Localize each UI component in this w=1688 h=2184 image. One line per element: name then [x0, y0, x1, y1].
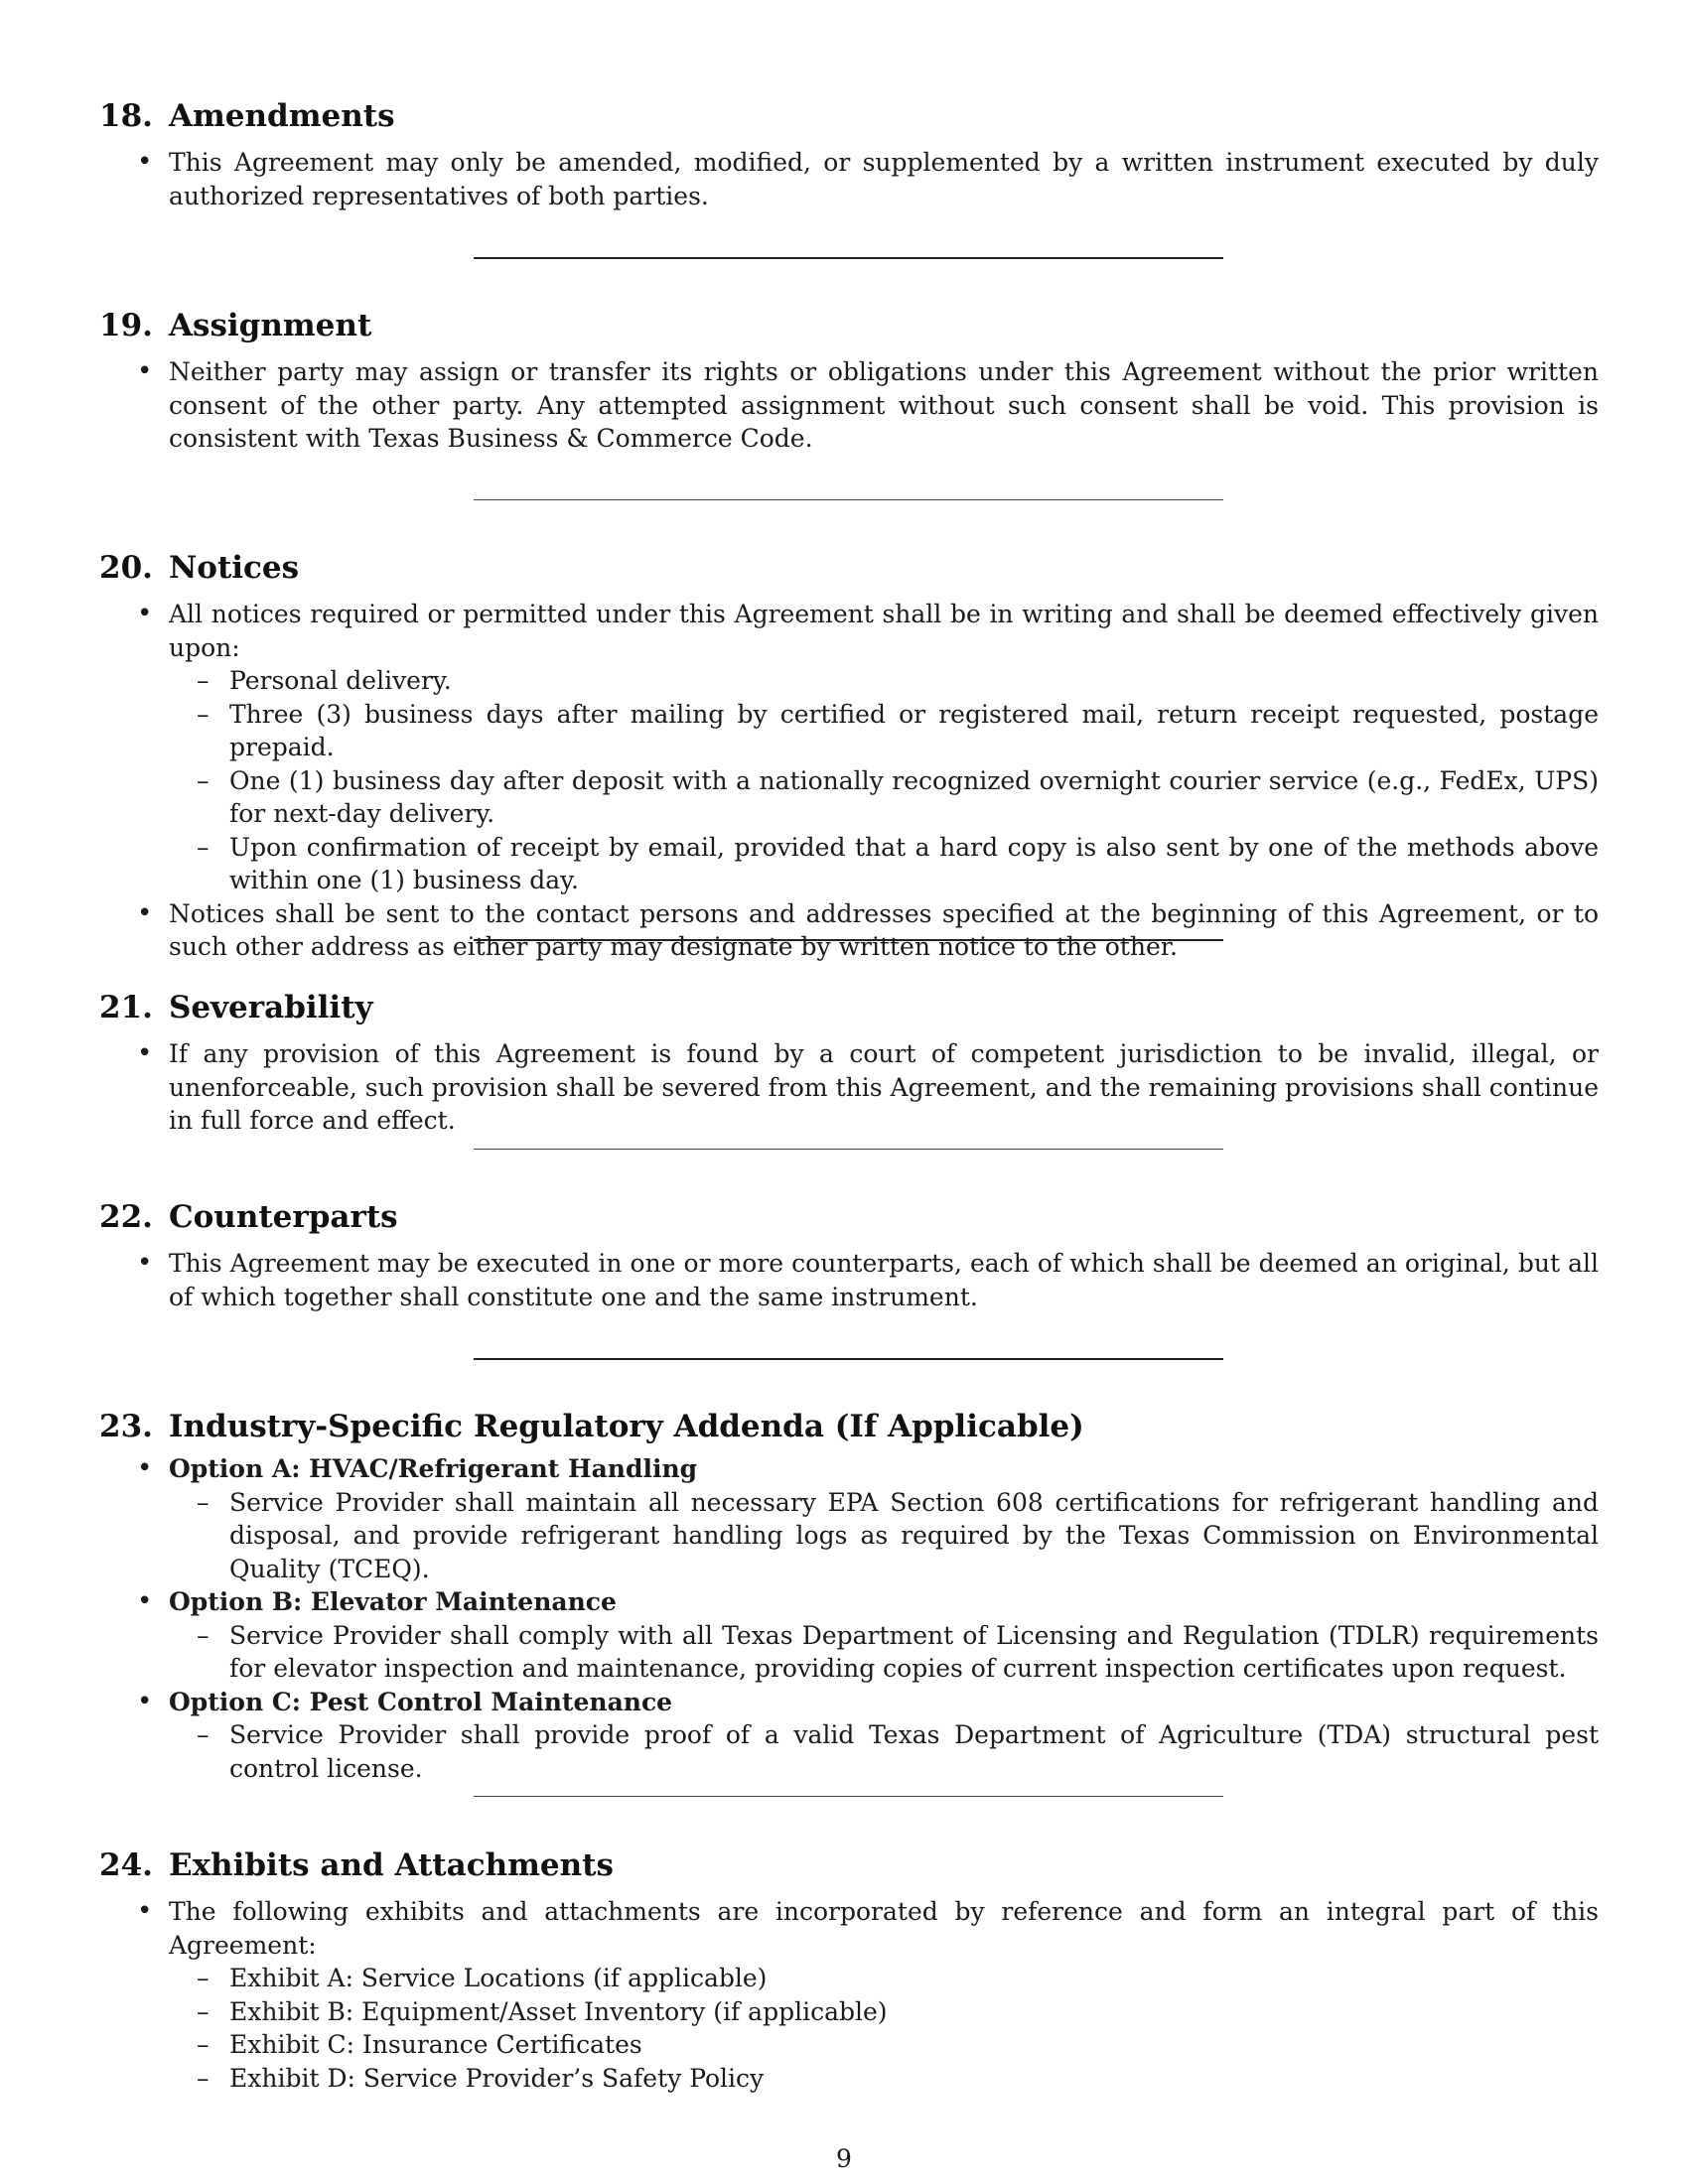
sub-list — [169, 1718, 1599, 1785]
option-title: Option A: HVAC/Refrigerant Handling — [169, 1454, 698, 1483]
section-number: 24. — [99, 1847, 153, 1883]
sub-item: – Three (3) business days after mailing by certified or registered mail, return receipt requested, postage prepaid. — [169, 698, 1599, 764]
option-title: Option C: Pest Control Maintenance — [169, 1687, 673, 1716]
section-divider — [474, 939, 1223, 941]
section-number: 22. — [99, 1199, 153, 1235]
bullet-item: • Notices shall be sent to the contact persons and addresses specified at the beginning of this Agreement, or to such other address as either party may designate by written notice to the other. — [99, 897, 1599, 964]
bullet-item: • Neither party may assign or transfer its rights or obligations under this Agreement without the prior written consent of the other party. Any attempted assignment without such consent shall be void. This provision is consistent with Texas Business & Commerce Code. — [99, 355, 1599, 456]
sub-item: – One (1) business day after deposit with a nationally recognized overnight courier service (e.g., FedEx, UPS) for next-day delivery. — [169, 764, 1599, 831]
option-title: Option B: Elevator Maintenance — [169, 1587, 617, 1616]
section-heading — [99, 1407, 1599, 1446]
section-heading — [99, 1845, 1599, 1885]
sub-item: – Service Provider shall comply with all Texas Department of Licensing and Regulation (TDLR) requirements for elevator inspection and maintenance, providing copies of current inspection certificates upon request. — [169, 1619, 1599, 1686]
bullet-list — [99, 355, 1599, 456]
section-counterparts — [99, 1197, 1599, 1313]
sub-item: – Personal delivery. — [169, 664, 1599, 698]
sub-item: – Exhibit D: Service Provider’s Safety Policy — [169, 2062, 1599, 2096]
section-number: 20. — [99, 550, 153, 586]
section-regulatory-addenda — [99, 1407, 1599, 1785]
document-page — [99, 0, 1599, 2184]
bullet-item — [99, 598, 1599, 897]
section-heading — [99, 988, 1599, 1027]
page-number: 9 — [836, 2144, 852, 2173]
section-title: Assignment — [168, 308, 372, 343]
sub-list — [169, 664, 1599, 897]
sub-item: – Exhibit B: Equipment/Asset Inventory (if applicable) — [169, 1995, 1599, 2029]
sub-item: – Upon confirmation of receipt by email, provided that a hard copy is also sent by one of the methods above within one (1) business day. — [169, 831, 1599, 897]
section-heading — [99, 1197, 1599, 1237]
bullet-list — [99, 146, 1599, 212]
bullet-item: • This Agreement may be executed in one or more counterparts, each of which shall be deemed an original, but all of which together shall constitute one and the same instrument. — [99, 1247, 1599, 1313]
option-item — [99, 1686, 1599, 1786]
section-heading — [99, 548, 1599, 588]
sub-list — [169, 1486, 1599, 1586]
sub-list — [169, 1619, 1599, 1686]
bullet-item — [99, 1895, 1599, 2095]
section-divider — [474, 1149, 1223, 1150]
bullet-list — [99, 1247, 1599, 1313]
section-severability — [99, 988, 1599, 1138]
bullet-text: All notices required or permitted under this Agreement shall be in writing and shall be deemed effectively given upon: — [169, 600, 1599, 662]
section-divider — [474, 499, 1223, 500]
sub-item: – Service Provider shall provide proof of a valid Texas Department of Agriculture (TDA) structural pest control license. — [169, 1718, 1599, 1785]
section-exhibits — [99, 1845, 1599, 2095]
section-title: Amendments — [168, 98, 395, 134]
sub-list — [169, 1962, 1599, 2095]
section-notices — [99, 548, 1599, 964]
section-divider — [474, 1796, 1223, 1797]
bullet-list — [99, 598, 1599, 964]
section-title: Notices — [168, 550, 300, 586]
section-heading — [99, 306, 1599, 345]
section-title: Industry-Specific Regulatory Addenda (If Applicable) — [168, 1409, 1084, 1444]
bullet-item: • If any provision of this Agreement is found by a court of competent jurisdiction to be invalid, illegal, or unenforceable, such provision shall be severed from this Agreement, and the remaining provisions shall continue in full force and effect. — [99, 1037, 1599, 1138]
option-item — [99, 1585, 1599, 1686]
bullet-text: The following exhibits and attachments are incorporated by reference and form an integral part of this Agreement: — [169, 1897, 1599, 1960]
section-title: Counterparts — [168, 1199, 398, 1235]
section-number: 19. — [99, 308, 153, 343]
section-divider — [474, 1358, 1223, 1360]
section-number: 23. — [99, 1409, 153, 1444]
section-divider — [474, 257, 1223, 259]
bullet-list — [99, 1452, 1599, 1785]
section-assignment — [99, 306, 1599, 456]
sub-item: – Exhibit C: Insurance Certificates — [169, 2028, 1599, 2062]
section-title: Severability — [168, 990, 373, 1025]
option-item — [99, 1452, 1599, 1585]
sub-item: – Exhibit A: Service Locations (if applicable) — [169, 1962, 1599, 1995]
section-title: Exhibits and Attachments — [168, 1847, 614, 1883]
section-number: 21. — [99, 990, 153, 1025]
section-amendments — [99, 96, 1599, 212]
bullet-list — [99, 1037, 1599, 1138]
bullet-item: • This Agreement may only be amended, modified, or supplemented by a written instrument executed by duly authorized representatives of both parties. — [99, 146, 1599, 212]
bullet-list — [99, 1895, 1599, 2095]
section-number: 18. — [99, 98, 153, 134]
sub-item: – Service Provider shall maintain all necessary EPA Section 608 certifications for refrigerant handling and disposal, and provide refrigerant handling logs as required by the Texas Commission on Environmental Quality (TCEQ). — [169, 1486, 1599, 1586]
section-heading — [99, 96, 1599, 136]
